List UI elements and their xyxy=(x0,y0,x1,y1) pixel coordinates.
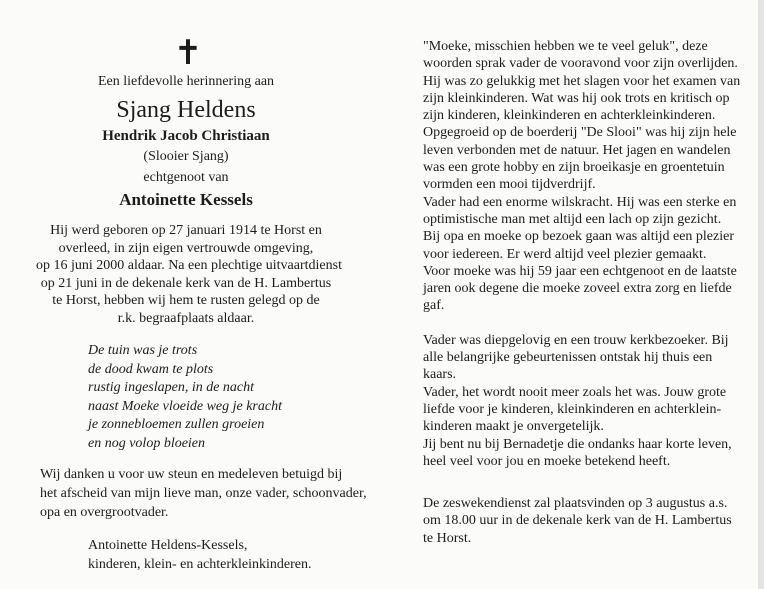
nickname: (Slooier Sjang) xyxy=(143,149,229,164)
signature xyxy=(88,536,336,574)
bio-line: te Horst, hebben wij hem te rusten gelegd op de xyxy=(52,293,320,308)
faith-line: liefde voor je kinderen, kleinkinderen en achterklein- xyxy=(423,401,722,417)
service-announcement xyxy=(423,495,732,547)
bio-line: op 16 juni 2000 aldaar. Na een plechtige uitvaartdienst xyxy=(36,258,342,273)
service-line: te Horst. xyxy=(423,530,472,546)
tribute-line: gaf. xyxy=(423,298,445,314)
spouse-label: echtgenoot van xyxy=(143,170,229,185)
thanks-line: Wij danken u voor uw steun en medeleven betuigd bij xyxy=(40,467,343,482)
faith-line: kinderen maakt je onvergetelijk. xyxy=(423,419,604,435)
card-edge xyxy=(758,0,764,589)
spouse-name: Antoinette Kessels xyxy=(119,190,253,209)
bio-line: op 21 juni in de dekenale kerk van de H. Lambertus xyxy=(40,275,332,291)
tribute-line: voor iedereen. Er werd altijd veel plezier gemaakt. xyxy=(423,246,707,262)
faith-paragraph xyxy=(423,332,732,470)
faith-line: Vader was diepgelovig en een trouw kerkbezoeker. Bij xyxy=(423,332,729,348)
tribute-line: Vader had een enorme wilskracht. Hij was een sterke en xyxy=(423,194,737,210)
given-names: Hendrik Jacob Christiaan xyxy=(102,128,270,144)
tribute-line: Hij was zo gelukkig met het slagen voor het examen van xyxy=(423,73,741,89)
faith-line: Vader, het wordt nooit meer zoals het was. Jouw grote xyxy=(423,384,727,400)
tribute-line: jaren ook degene die moeke zoveel extra zorg en liefde xyxy=(423,281,732,297)
tribute-line: "Moeke, misschien hebben we te veel geluk", deze xyxy=(423,39,708,54)
signature-line: kinderen, klein- en achterkleinkinderen. xyxy=(88,557,312,572)
service-line: De zeswekendienst zal plaatsvinden op 3 augustus a.s. xyxy=(423,496,728,512)
tribute-paragraph xyxy=(423,38,741,315)
service-line: om 18.00 uur in de dekenale kerk van de H. Lambertus xyxy=(423,513,732,529)
poem-line: en nog volop bloeien xyxy=(88,435,206,451)
tribute-line: woorden sprak vader de vooravond voor zijn overlijden. xyxy=(423,56,738,72)
tribute-line: leven verbonden met de natuur. Het jagen en wandelen xyxy=(423,142,731,158)
tribute-line: vormden een mooi tijdverdrijf. xyxy=(423,177,596,193)
poem-line: naast Moeke vloeide weg je kracht xyxy=(88,398,282,414)
bio-line: r.k. begraafplaats aldaar. xyxy=(117,310,255,326)
thanks-line: het afscheid van mijn lieve man, onze vader, schoonvader, xyxy=(40,486,367,501)
tribute-line: zijn kinderen, kleinkinderen en achterkleinkinderen. xyxy=(423,108,716,124)
poem xyxy=(88,342,336,453)
tribute-line: Opgegroeid op de boerderij "De Slooi" was hij zijn hele xyxy=(423,125,737,141)
tribute-line: zijn kleinkinderen. Wat was hij ook trots en kritisch op xyxy=(423,90,730,106)
left-panel xyxy=(36,33,367,574)
deceased-name: Sjang Heldens xyxy=(116,97,256,123)
biography xyxy=(36,222,342,327)
thanks-line: opa en overgrootvader. xyxy=(40,505,169,520)
thanks-text xyxy=(40,465,367,522)
poem-line: je zonnebloemen zullen groeien xyxy=(88,417,265,432)
poem-line: rustig ingeslapen, in de nacht xyxy=(88,380,255,395)
tribute-line: was een grote hobby en zijn broeikasje en groentetuin xyxy=(423,160,725,176)
tribute-line: optimistische man met altijd een lach op zijn gezicht. xyxy=(423,211,722,227)
poem-line: De tuin was je trots xyxy=(88,343,198,358)
faith-line: Jij bent nu bij Bernadetje die ondanks haar korte leven, xyxy=(423,436,732,452)
faith-line: alle belangrijke gebeurtenissen ontstak hij thuis een xyxy=(423,350,713,366)
right-panel xyxy=(423,38,741,547)
poem-line: de dood kwam te plots xyxy=(88,361,214,377)
tribute-line: Voor moeke was hij 59 jaar een echtgenoot en de laatste xyxy=(423,263,737,279)
bio-line: Hij werd geboren op 27 januari 1914 te Horst en xyxy=(50,223,322,238)
faith-line: kaars. xyxy=(423,367,457,383)
intro-text: Een liefdevolle herinnering aan xyxy=(97,74,275,89)
tribute-line: Bij opa en moeke op bezoek gaan was altijd een plezier xyxy=(423,229,734,245)
cross-icon: ✝ xyxy=(173,33,203,73)
signature-line: Antoinette Heldens-Kessels, xyxy=(88,538,248,553)
faith-line: heel veel voor jou en moeke betekend heeft. xyxy=(423,453,671,469)
bio-line: overleed, in zijn eigen vertrouwde omgeving, xyxy=(58,240,314,256)
